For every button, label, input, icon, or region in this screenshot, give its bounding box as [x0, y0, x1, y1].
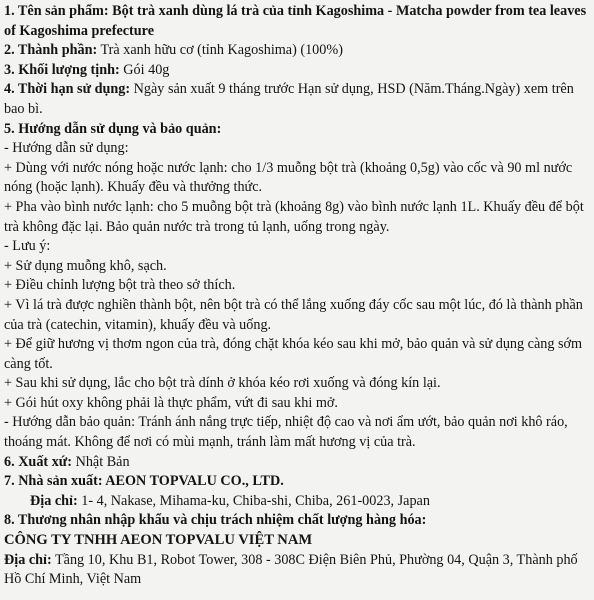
importer-address-line: [4, 551, 588, 590]
expiry-value: Ngày sản xuất 9 tháng trước Hạn sử dụng, HSD (Năm.Tháng.Ngày) xem trên bao bì.: [4, 81, 574, 117]
net-weight-value: Gói 40g: [123, 61, 170, 78]
importer-address-value: Tầng 10, Khu B1, Robot Tower, 308 - 308C Điện Biên Phủ, Phường 04, Quận 3, Thành phố Hồ Chí Minh, Việt Nam: [4, 551, 578, 588]
net-weight-line: [4, 61, 588, 81]
usage-heading: 5. Hướng dẫn sử dụng và bảo quản:: [4, 120, 222, 137]
usage-line-hot-cold: + Dùng với nước nóng hoặc nước lạnh: cho 1/3 muỗng bột trà (khoảng 0,5g) vào cốc và 90 ml nước nóng (hoặc lạnh). Khuấy đều và thưởng thức.: [4, 159, 573, 196]
manufacturer-heading: 7. Nhà sản xuất: AEON TOPVALU CO., LTD.: [4, 473, 284, 490]
importer-address-label: Địa chỉ:: [4, 551, 52, 568]
manufacturer-address-value: 1- 4, Nakase, Mihama-ku, Chiba-shi, Chiba, 261-0023, Japan: [81, 492, 430, 509]
expiry-line: [4, 80, 588, 119]
origin-label: 6. Xuất xứ:: [4, 453, 73, 470]
origin-value: Nhật Bản: [75, 453, 130, 470]
ingredients-label: 2. Thành phần:: [4, 42, 98, 59]
product-name-label: 1. Tên sản phẩm:: [4, 3, 109, 19]
product-name-line: [4, 2, 588, 41]
note-item: + Để giữ hương vị thơm ngon của trà, đóng chặt khóa kéo sau khi mở, bảo quản và sử dụng càng sớm càng tốt.: [4, 336, 583, 372]
note-item: + Sau khi sử dụng, lắc cho bột trà dính ở khóa kéo rơi xuống và đóng kín lại.: [4, 375, 441, 392]
expiry-label: 4. Thời hạn sử dụng:: [4, 81, 131, 98]
origin-line: [4, 453, 588, 473]
manufacturer-address-label: Địa chỉ:: [30, 492, 78, 509]
manufacturer-address-line: [4, 492, 588, 512]
importer-heading: 8. Thương nhân nhập khẩu và chịu trách nhiệm chất lượng hàng hóa:: [4, 512, 427, 529]
note-item: + Điều chỉnh lượng bột trà theo sở thích.: [4, 277, 236, 294]
storage-instructions: - Hướng dẫn bảo quản: Tránh ánh nắng trực tiếp, nhiệt độ cao và nơi ẩm ướt, bảo quản nơi khô ráo, thoáng mát. Không để nơi có mùi mạnh, tránh làm mất hương vị của trà.: [4, 414, 568, 451]
notes-heading: - Lưu ý:: [4, 238, 51, 255]
note-item: + Vì lá trà được nghiền thành bột, nên bột trà có thể lắng xuống đáy cốc sau một lúc, đó là thành phần của trà (catechin, vitamin), khuấy đều và uống.: [4, 296, 583, 333]
note-item: + Sử dụng muỗng khô, sạch.: [4, 257, 167, 274]
importer-company-name: CÔNG TY TNHH AEON TOPVALU VIỆT NAM: [4, 532, 313, 549]
usage-subheading: - Hướng dẫn sử dụng:: [4, 140, 129, 157]
note-item: + Gói hút oxy không phải là thực phẩm, vứt đi sau khi mở.: [4, 394, 338, 411]
usage-line-cold-bottle: + Pha vào bình nước lạnh: cho 5 muỗng bột trà (khoảng 8g) vào bình nước lạnh 1L. Khuấy đều để bột trà không đặc lại. Bảo quản nước trà trong tủ lạnh, uống trong ngày.: [4, 198, 584, 235]
product-name-value: Bột trà xanh dùng lá trà của tỉnh Kagoshima - Matcha powder from tea leaves of Kagoshima prefecture: [4, 3, 587, 39]
ingredients-line: [4, 41, 588, 61]
ingredients-value: Trà xanh hữu cơ (tỉnh Kagoshima) (100%): [100, 42, 343, 59]
label-cutoff-edge: [0, 590, 594, 600]
net-weight-label: 3. Khối lượng tịnh:: [4, 61, 120, 78]
